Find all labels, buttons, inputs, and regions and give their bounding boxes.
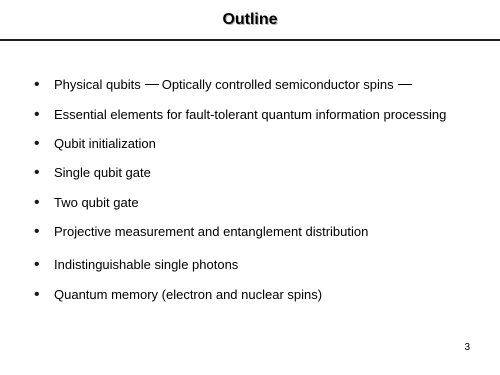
bullet-item-essential-elements (34, 105, 494, 125)
dash-icon (398, 84, 412, 85)
bullet-text: Indistinguishable single photons (54, 257, 239, 272)
bullet-item-qubit-initialization (34, 134, 494, 154)
bullet-text: Two qubit gate (54, 195, 139, 210)
dash-icon (145, 84, 159, 85)
bullet-icon: • (34, 194, 40, 211)
bullet-icon: • (34, 223, 40, 240)
bullet-icon: • (34, 106, 40, 123)
bullet-text: Essential elements for fault-tolerant quantum information processing (54, 107, 447, 122)
bullet-text: Quantum memory (electron and nuclear spins) (54, 287, 323, 302)
bullet-item-quantum-memory (34, 285, 494, 305)
slide-title: Outline (222, 11, 278, 28)
bullet-text: Qubit initialization (54, 136, 156, 151)
bullet-icon: • (34, 76, 40, 93)
bullet-subtext: Optically controlled semiconductor spins (161, 77, 394, 92)
bullet-icon: • (34, 135, 40, 152)
page-number: 3 (464, 342, 470, 353)
bullet-item-projective-measurement (34, 222, 494, 242)
bullet-text: Single qubit gate (54, 165, 151, 180)
bullet-item-two-qubit-gate (34, 193, 494, 213)
bullet-item-single-qubit-gate (34, 163, 494, 183)
bullet-icon: • (34, 256, 40, 273)
bullet-item-indistinguishable-photons (34, 255, 494, 275)
bullet-text: Projective measurement and entanglement distribution (54, 224, 369, 239)
bullet-item-physical-qubits (34, 75, 494, 95)
bullet-icon: • (34, 286, 40, 303)
bullet-text: Physical qubits (54, 77, 141, 92)
bullet-icon: • (34, 164, 40, 181)
